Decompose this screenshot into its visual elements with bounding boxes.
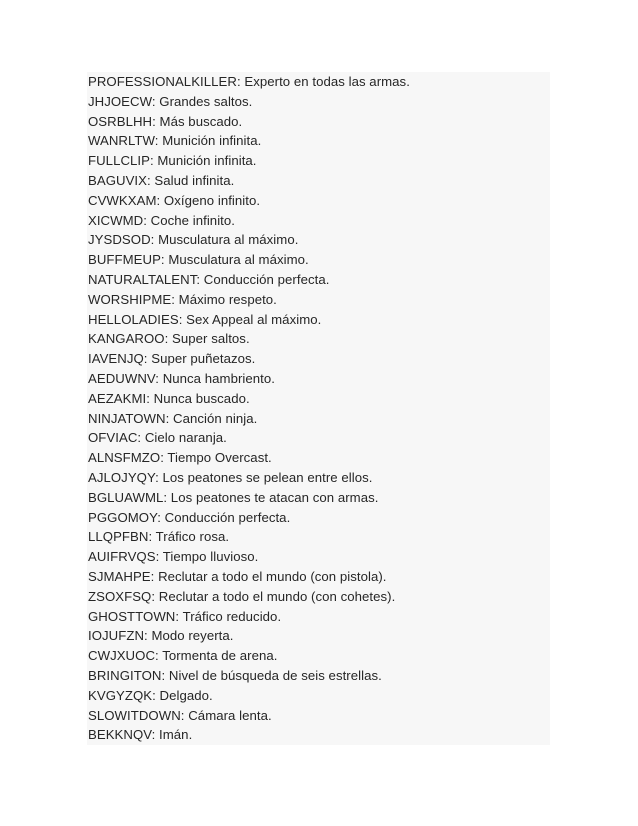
cheat-code-line: KVGYZQK: Delgado. (88, 687, 213, 703)
cheat-code-line: NATURALTALENT: Conducción perfecta. (88, 271, 330, 287)
cheat-code-line: AUIFRVQS: Tiempo lluvioso. (88, 549, 259, 565)
cheat-code-line: ALNSFMZO: Tiempo Overcast. (88, 450, 272, 466)
cheat-code-line: OFVIAC: Cielo naranja. (88, 430, 227, 446)
cheat-code-line: WANRLTW: Munición infinita. (88, 133, 262, 149)
cheat-code-line: PGGOMOY: Conducción perfecta. (88, 509, 291, 525)
cheat-code-line: BUFFMEUP: Musculatura al máximo. (88, 252, 309, 268)
cheat-code-line: JHJOECW: Grandes saltos. (88, 93, 253, 109)
cheat-code-line: IOJUFZN: Modo reyerta. (88, 628, 234, 644)
cheat-code-line: SJMAHPE: Reclutar a todo el mundo (con pistola). (88, 568, 387, 584)
cheat-code-line: AJLOJYQY: Los peatones se pelean entre ellos. (88, 469, 373, 485)
cheat-code-line: SLOWITDOWN: Cámara lenta. (88, 707, 272, 723)
cheat-code-line: IAVENJQ: Super puñetazos. (88, 351, 256, 367)
cheat-code-line: BEKKNQV: Imán. (88, 727, 193, 743)
cheat-code-line: CVWKXAM: Oxígeno infinito. (88, 192, 261, 208)
cheat-code-line: NINJATOWN: Canción ninja. (88, 410, 258, 426)
cheat-code-line: KANGAROO: Super saltos. (88, 331, 250, 347)
cheat-code-line: AEDUWNV: Nunca hambriento. (88, 370, 275, 386)
cheat-code-line: LLQPFBN: Tráfico rosa. (88, 529, 230, 545)
cheat-code-line: GHOSTTOWN: Tráfico reducido. (88, 608, 282, 624)
cheat-code-line: BRINGITON: Nivel de búsqueda de seis estrellas. (88, 667, 382, 683)
cheat-code-line: JYSDSOD: Musculatura al máximo. (88, 232, 299, 248)
cheat-code-line: WORSHIPME: Máximo respeto. (88, 291, 277, 307)
cheat-code-line: ZSOXFSQ: Reclutar a todo el mundo (con cohetes). (88, 588, 396, 604)
cheat-code-line: FULLCLIP: Munición infinita. (88, 153, 257, 169)
cheat-code-list (87, 72, 550, 745)
cheat-code-line: BGLUAWML: Los peatones te atacan con armas. (88, 489, 379, 505)
cheat-code-line: AEZAKMI: Nunca buscado. (88, 390, 250, 406)
cheat-code-line: PROFESSIONALKILLER: Experto en todas las armas. (88, 74, 410, 89)
cheat-code-line: XICWMD: Coche infinito. (88, 212, 235, 228)
cheat-code-line: HELLOLADIES: Sex Appeal al máximo. (88, 311, 322, 327)
cheat-code-line: BAGUVIX: Salud infinita. (88, 172, 235, 188)
cheat-code-line: OSRBLHH: Más buscado. (88, 113, 243, 129)
cheat-code-line: CWJXUOC: Tormenta de arena. (88, 648, 278, 664)
